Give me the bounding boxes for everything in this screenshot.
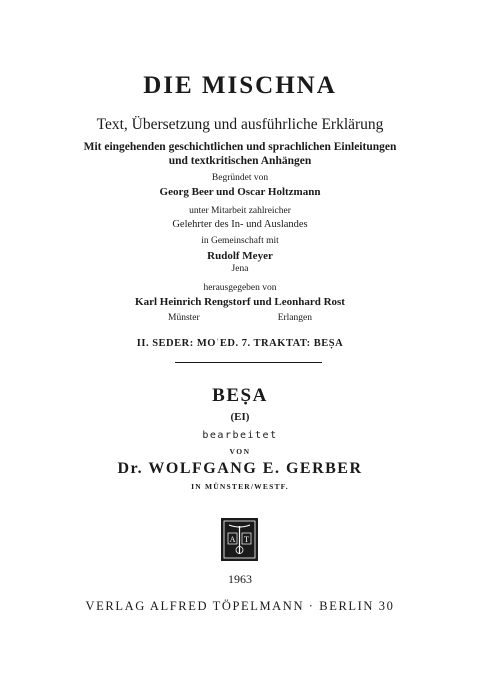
edited-label: bearbeitet [202, 430, 278, 441]
collaboration-label: unter Mitarbeit zahlreicher [189, 206, 291, 216]
co-editor: Rudolf Meyer [207, 250, 273, 262]
editor-cities [0, 313, 480, 323]
publisher-logo-icon [221, 518, 258, 561]
series-title: DIE MISCHNA [143, 72, 337, 99]
subtitle: Text, Übersetzung und ausführliche Erklärung [96, 116, 384, 133]
description-line-2: und textkritischen Anhängen [168, 155, 312, 167]
author-name: Dr. WOLFGANG E. GERBER [117, 460, 363, 477]
publisher-line: VERLAG ALFRED TÖPELMANN · BERLIN 30 [85, 599, 395, 613]
co-editor-city: Jena [231, 264, 249, 274]
community-label: in Gemeinschaft mit [201, 236, 279, 246]
tractate-line: II. SEDER: MOʿED. 7. TRAKTAT: BEṢA [136, 338, 344, 349]
founders: Georg Beer und Oscar Holtzmann [159, 186, 321, 198]
logo-letter-right: T [244, 535, 249, 544]
editor-city-2: Erlangen [277, 313, 312, 323]
von-label: VON [229, 447, 251, 456]
founded-by-label: Begründet von [211, 173, 269, 183]
divider-rule [175, 362, 322, 363]
scholars: Gelehrter des In- und Auslandes [172, 219, 308, 230]
editors: Karl Heinrich Rengstorf und Leonhard Rost [135, 296, 345, 308]
edited-by-label: herausgegeben von [203, 283, 277, 293]
title-abbreviation: (EI) [230, 411, 250, 423]
description-line-1: Mit eingehenden geschichtlichen und sprachlichen Einleitungen [83, 141, 397, 153]
author-place: IN MÜNSTER/WESTF. [191, 482, 289, 491]
logo-letter-left: A [229, 535, 236, 544]
editor-city-1: Münster [168, 313, 200, 323]
book-title: BEṢA [212, 385, 268, 406]
publication-year: 1963 [228, 572, 252, 586]
